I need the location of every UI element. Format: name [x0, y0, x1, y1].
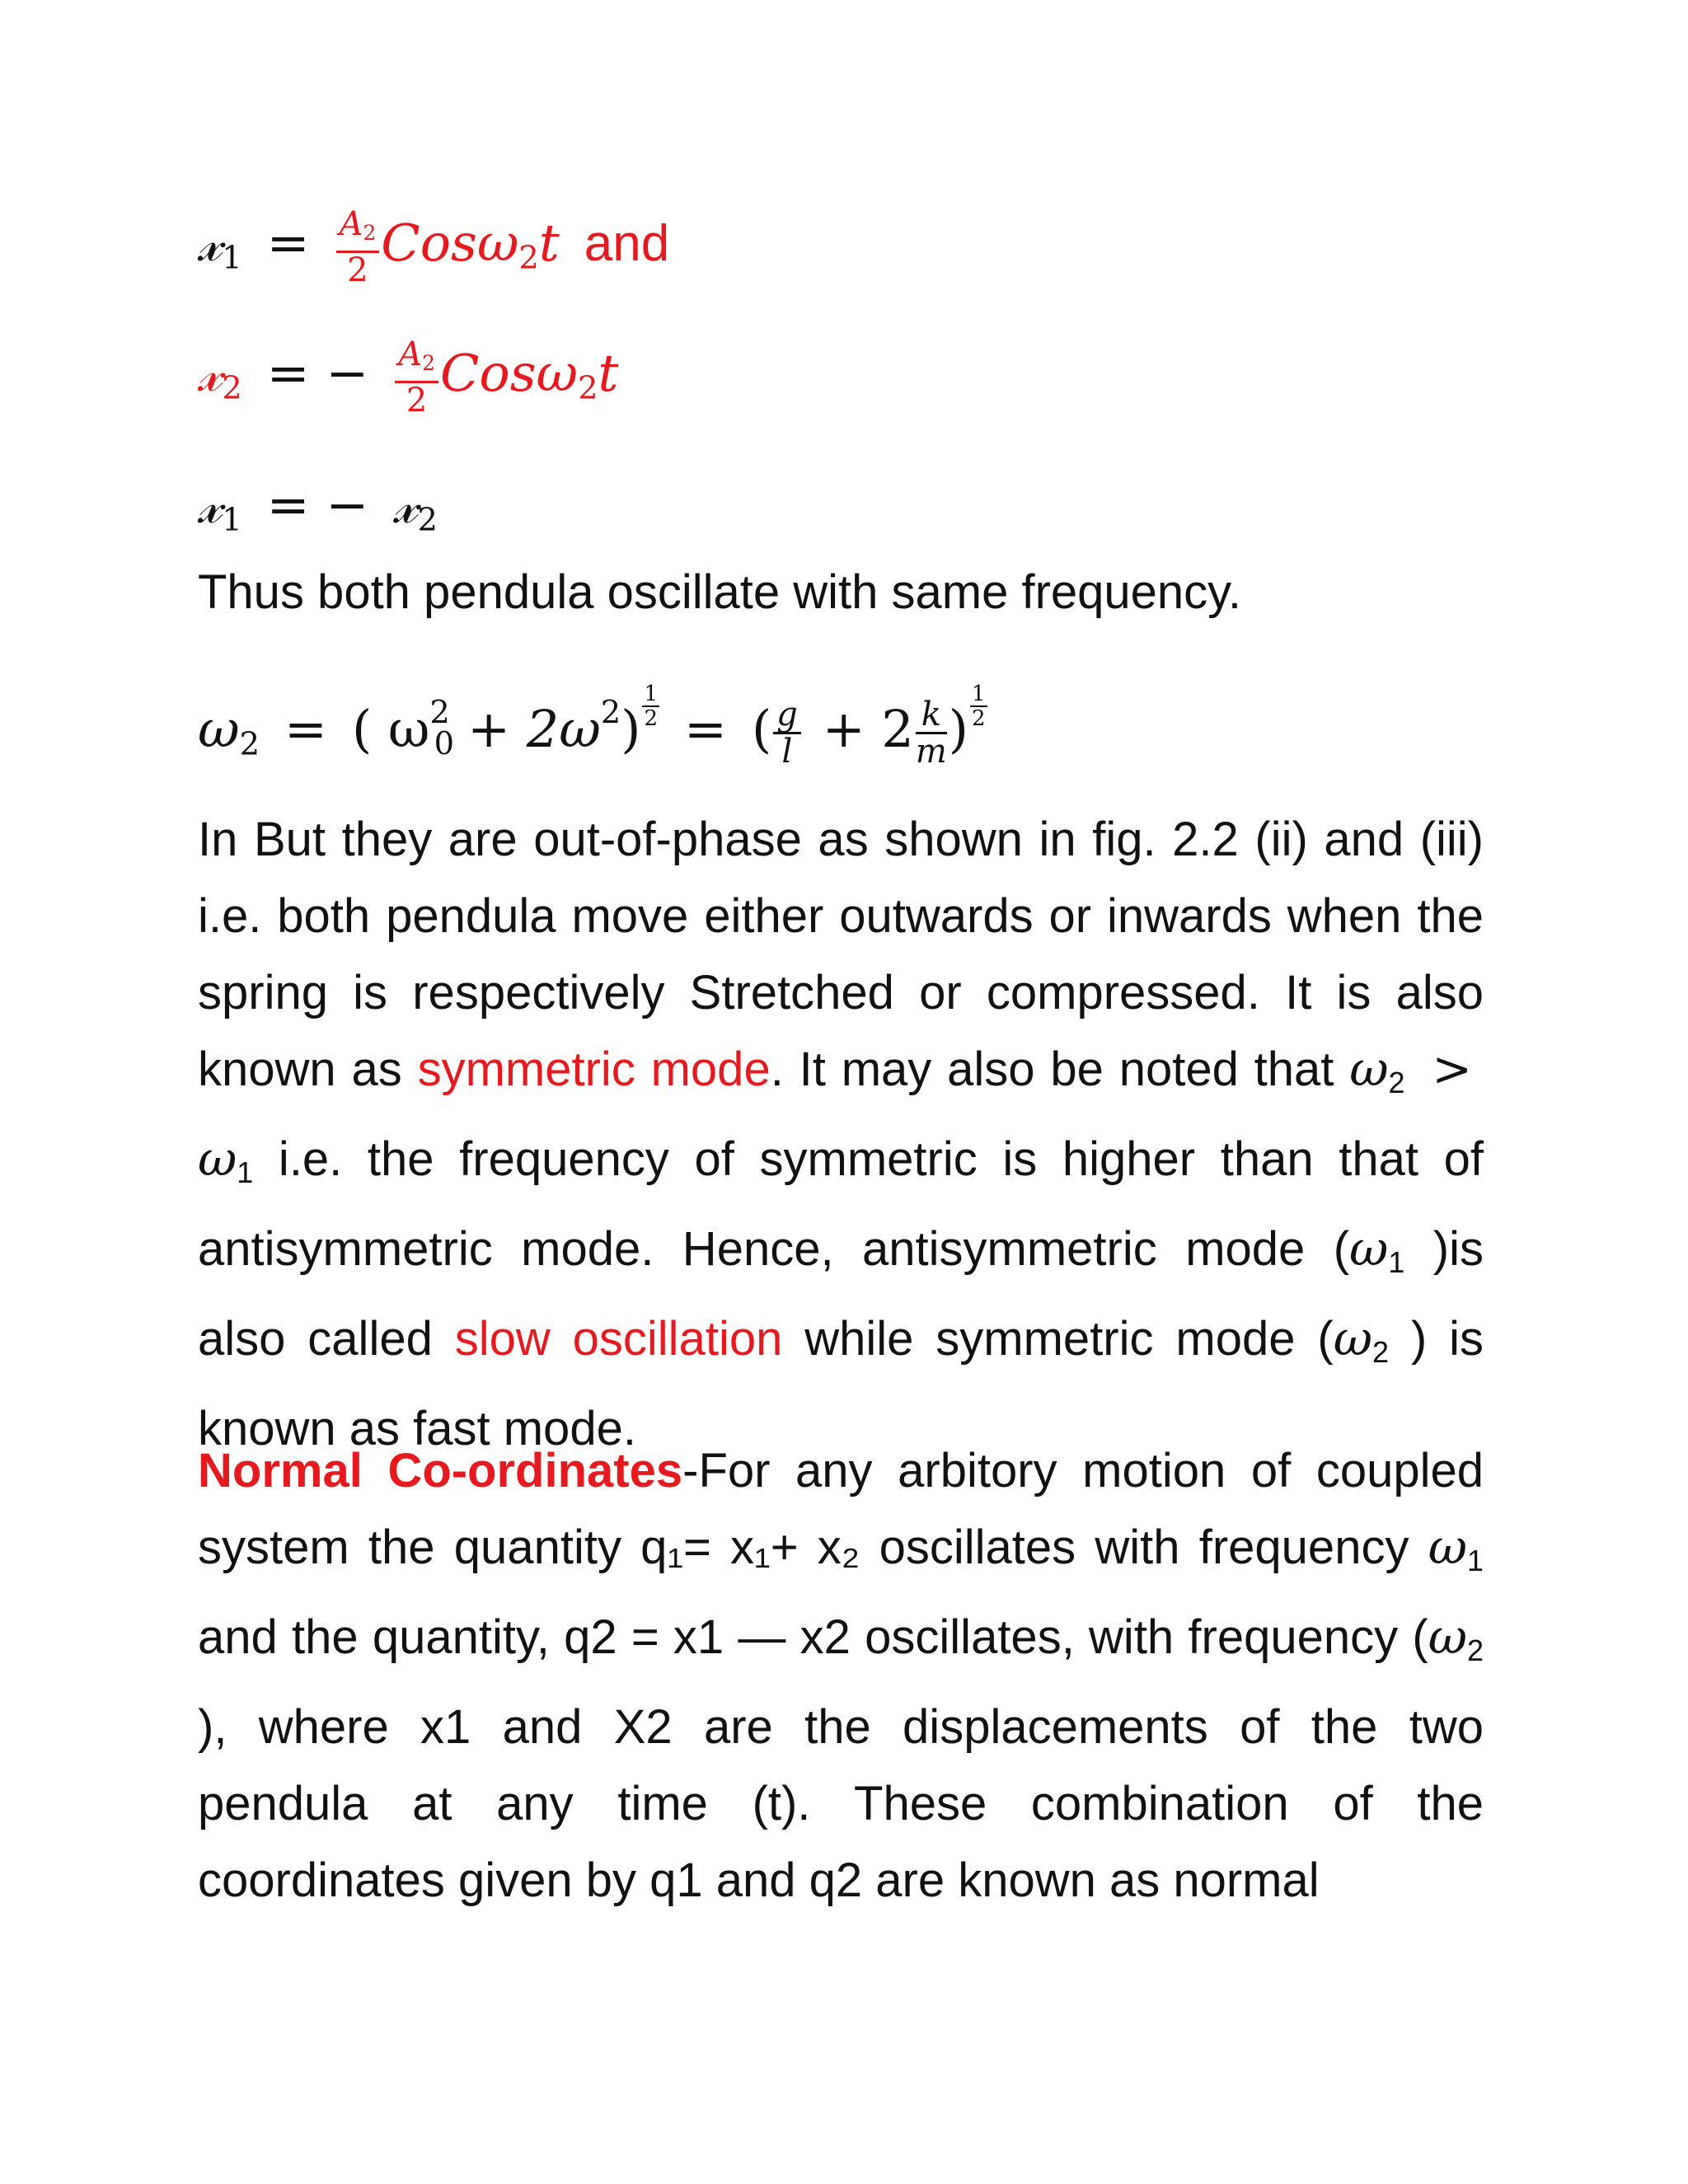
- paragraph-normal-coordinates: Normal Co-ordinates-For any arbitory motion of coupled system the quantity q₁= x₁+ x₂ oscillates with frequency $\omega_1$ and the quantity, q2 = x1 — x2 oscillates, with frequency ($\omega_2$ ), where x1 and X2 are the displacements of the two pendula at any time (t). These combination of the coordinates given by q1 and q2 are known as normal: [198, 1444, 1484, 1907]
- equation-x1-equals-minus-x2: 𝓍$_1$ = − 𝓍$_2$: [198, 475, 438, 539]
- fraction-g-over-l: $\frac{g}{l}$: [773, 697, 801, 769]
- exponent-half: $\frac{1}{2}$: [644, 681, 658, 731]
- x2-symbol: 𝓍: [198, 343, 223, 403]
- and-word: and: [584, 215, 670, 272]
- slow-oscillation-highlight: slow oscillation: [454, 1311, 783, 1366]
- normal-coordinates-heading: Normal Co-ordinates: [198, 1444, 683, 1497]
- exponent-half: $\frac{1}{2}$: [972, 681, 986, 731]
- equation-x2: 𝓍$_2$ = − $\frac{A_2}{2}$ Cosω$_2$t: [198, 335, 619, 419]
- paragraph-symmetric-mode: In But they are out-of-phase as shown in fig. 2.2 (ii) and (iii) i.e. both pendula move either outwards or inwards when the spring is respectively Stretched or compressed. It is also known as symmetric mode. It may also be noted that $\omega_2 > \omega_1$ i.e. the frequency of symmetric is higher than that of antisymmetric mode. Hence, antisymmetric mode ($\omega_1$ )is also called slow oscillation while symmetric mode ($\omega_2$ ) is known as fast mode.: [198, 813, 1484, 1455]
- fraction-k-over-m: $\frac{k}{m}$: [915, 696, 947, 771]
- equation-omega2: $\omega_2$ = ( $\omega^2_0 + 2\omega^2$) $\frac{1}{2}$ = ( $\frac{g}{l}$ + 2 $\frac{k}{m}$ ) $\frac{1}{2}$: [198, 681, 986, 771]
- thus-sentence: Thus both pendula oscillate with same frequency.: [198, 565, 1241, 619]
- fraction-a2-over-2: $\frac{A_2}{2}$: [395, 337, 438, 418]
- fraction-a2-over-2: $\frac{A_2}{2}$: [336, 207, 380, 288]
- x1-symbol: 𝓍: [198, 213, 223, 273]
- symmetric-mode-highlight: symmetric mode: [417, 1043, 771, 1096]
- equation-x1: 𝓍$_1$ = $\frac{A_2}{2}$ Cosω$_2$t and: [198, 204, 670, 289]
